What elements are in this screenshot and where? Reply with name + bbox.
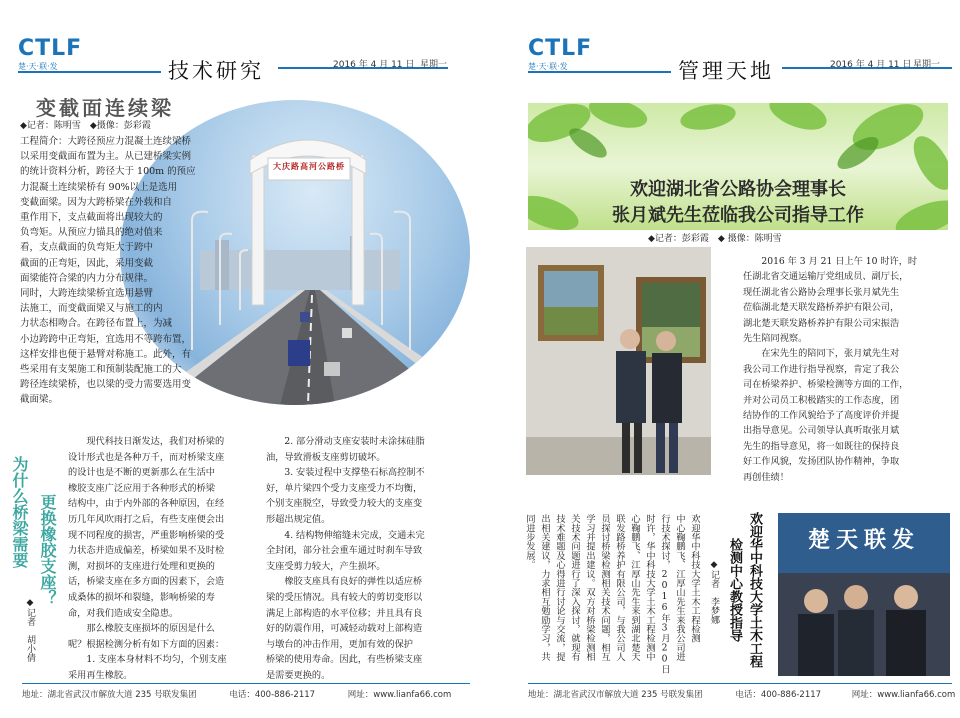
text-line: 跨径连续梁桥，也以梁的受力需要选用变: [20, 379, 192, 391]
text-line: 形超出规定值。: [266, 513, 331, 525]
text-line: 那么橡胶支座损坏的原因是什么: [68, 623, 215, 635]
text-line: 2016 年 3 月 21 日上午 10 时许，时: [743, 256, 918, 267]
logo-subtitle: 楚·天·联·发: [18, 62, 58, 71]
text-line: 的设计也是不断的更新那么在生活中: [68, 467, 215, 479]
issue-weekday: 星期一: [913, 60, 941, 70]
text-line: 再创佳绩！: [743, 471, 789, 483]
text-line: 我公司工作进行指导视察，肯定了我公: [743, 363, 900, 375]
sidebar-title-1: 欢迎华中科技大学土木工程: [747, 512, 762, 668]
text-line: 法施工，而变截面梁又与施工的内: [20, 303, 163, 315]
text-line: 以采用变截面布置为主。从已建桥梁实例: [20, 151, 192, 163]
vertical-text-column: 行技术探讨，2016年3月20日: [659, 514, 670, 674]
vertical-text-column: 同进步发展。: [524, 514, 535, 570]
header-rule-left: [528, 71, 671, 73]
text-line: 好工作风貌，发扬团队协作精神，争取: [743, 456, 900, 468]
text-line: 1. 支座本身材料不均匀，个别支座: [68, 654, 227, 666]
section-title: 技术研究: [168, 59, 264, 83]
text-line: 出指导意见。公司领导认真听取张月斌: [743, 425, 900, 437]
article-byline: ◆记者：陈明雪 ◆摄像：彭彩霞: [20, 121, 151, 131]
text-line: 结协作的工作风貌给予了高度评价并提: [743, 410, 900, 422]
footer-address: 地址：湖北省武汉市解放大道 235 号联发集团: [528, 690, 703, 700]
text-line: 桥梁的使用寿命。因此，有些桥梁支座: [266, 654, 423, 666]
logo-text: CTLF: [528, 36, 593, 61]
text-line: 话，桥梁支座在多方面的因素下，会造: [68, 576, 225, 588]
footer-phone: 电话：400-886-2117: [229, 690, 316, 700]
text-line: 截面梁。: [20, 394, 59, 406]
text-line: 与墩台的冲击作用，更加有效的保护: [266, 638, 413, 650]
text-line: 油，导致滑板支座剪切破坏。: [266, 451, 386, 463]
text-line: 满足上部构造的水平位移；并且具有良: [266, 607, 423, 619]
article-body: [20, 134, 195, 408]
footer: [22, 688, 470, 700]
footer-address: 地址：湖北省武汉市解放大道 235 号联发集团: [22, 690, 197, 700]
text-line: 的统计资料分析，跨径大于 100m 的预应: [20, 166, 196, 178]
text-line: 力混凝土连续梁桥有 90%以上是选用: [20, 181, 178, 193]
article-byline: ◆记者：彭彩霞 ◆ 摄像：陈明雪: [648, 234, 782, 244]
footer-website[interactable]: 网址：www.lianfa66.com: [347, 690, 452, 700]
text-line: 同时，大跨连续梁桥宜选用悬臂: [20, 288, 154, 300]
ctlf-logo: [18, 38, 90, 72]
vertical-article-body: [522, 514, 702, 674]
article-col-2: [266, 434, 462, 684]
vertical-text-column: 心鞠鹏飞、江厚山先生来到湖北楚天: [629, 514, 640, 662]
text-line: 先生的指导意见，将一如既往的保持良: [743, 440, 900, 452]
text-line: 好，单片梁四个受力支座受力不均衡，: [266, 482, 423, 494]
text-line: 结构中，由于内外部的各种原因，在经: [68, 498, 225, 510]
text-line: 是需要更换的。: [266, 669, 331, 681]
vertical-text-column: 技术难题及心得进行讨论与交流，提: [554, 514, 565, 662]
text-line: 橡胶支座广泛应用于各种形式的桥梁: [68, 482, 215, 494]
text-line: 湖北楚天联发路桥养护有限公司宋振浩: [743, 317, 900, 329]
sidebar-byline: ◆记者 胡小倩: [25, 598, 35, 662]
ctlf-logo: [528, 38, 600, 72]
footer: [528, 688, 956, 700]
vertical-text-column: 出相关建议，力求相互勉励学习，共: [539, 514, 550, 662]
text-line: 力状态相吻合。在跨径布置上，为减: [20, 318, 173, 330]
text-line: 好的防震作用，可减轻动载对上部构造: [266, 623, 423, 635]
text-line: 全封闭，部分社会重车通过时刹车导致: [266, 545, 423, 557]
footer-rule: [528, 683, 952, 684]
text-line: 命，对我们造成安全隐患。: [68, 607, 179, 619]
text-line: 现不同程度的损害，严重影响桥梁的受: [68, 529, 225, 541]
section-title: 管理天地: [678, 59, 774, 83]
header-rule-left: [18, 71, 161, 73]
text-line: 看，支点截面的负弯矩大于跨中: [20, 242, 154, 254]
logo-text: CTLF: [18, 36, 83, 61]
text-line: 重作用下，支点截面将出现较大的: [20, 212, 163, 224]
text-line: 现代科技日渐发达，我们对桥梁的: [68, 436, 225, 447]
footer-phone: 电话：400-886-2117: [735, 690, 822, 700]
issue-date: 2016 年 4 月 11 日: [830, 60, 912, 70]
leaf-banner: [528, 103, 948, 230]
text-line: 并对公司员工积极踏实的工作态度，团: [743, 394, 900, 406]
text-line: 在宋先生的陪同下，张月斌先生对: [743, 348, 900, 360]
text-line: 负弯矩。从预应力锚具的绝对值来: [20, 227, 163, 239]
text-line: 呢？根据检测分析有如下方面的因素：: [68, 638, 225, 650]
text-line: 成桑体的损坏和裂缝，影响桥梁的寿: [68, 591, 215, 603]
professors-photo: [778, 513, 950, 676]
sidebar-title-2: 检测中心教授指导: [727, 538, 742, 642]
text-line: 截面的正弯矩，因此，采用变截: [20, 257, 154, 269]
sidebar-byline: ◆记者 李梦娜: [709, 560, 719, 624]
vertical-text-column: 员探讨桥梁检测相关技术问题，相互: [599, 514, 610, 662]
text-line: 4. 结构物伸缩缝未完成，交通未完: [266, 529, 425, 541]
vertical-text-column: 关技术问题进行了深入探讨，就现有: [569, 514, 580, 662]
vertical-text-column: 联发路桥养护有限公司，与我公司人: [614, 514, 625, 662]
footer-rule: [22, 683, 470, 684]
text-line: 变截面梁。因为大跨桥梁在外载和自: [20, 196, 173, 208]
footer-website[interactable]: 网址：www.lianfa66.com: [851, 690, 956, 700]
text-line: 司在桥梁养护、桥梁检测等方面的工作，: [743, 379, 909, 391]
banner-title-line-2: 张月斌先生莅临我公司指导工作: [612, 205, 864, 226]
article-col-1: [68, 434, 254, 684]
text-line: 采用再生橡胶。: [68, 669, 133, 681]
vertical-text-column: 中心鞠鹏飞、江厚山先生来我公司进: [674, 514, 685, 662]
visit-photo: [526, 247, 711, 475]
vertical-text-column: 学习并提出建议。双方对桥梁检测相: [584, 514, 595, 662]
bridge-sign: 大庆路高河公路桥: [273, 162, 345, 171]
sidebar-title-2: 更换橡胶支座？: [38, 494, 57, 606]
text-line: 现任湖北省公路协会理事长张月斌先生: [743, 286, 900, 298]
text-line: 个别支座脱空，导致受力较大的支座变: [266, 498, 423, 510]
issue-date: 2016 年 4 月 11 日: [333, 60, 415, 70]
text-line: 莅临湖北楚天联发路桥养护有限公司，: [743, 302, 900, 314]
text-line: 历几年风吹雨打之后，有些支座便会出: [68, 513, 225, 525]
text-line: 面梁能符合梁的内力分布规律。: [20, 272, 154, 284]
vertical-text-column: 欢迎华中科技大学土木工程检测: [689, 514, 700, 643]
text-line: 些采用有支架施工和预制装配施工的大: [20, 364, 182, 376]
text-line: 2. 部分滑动支座安装时未涂抹硅脂: [266, 436, 425, 447]
article-body: [743, 254, 953, 485]
text-line: 先生陪同视察。: [743, 333, 808, 345]
text-line: 小边跨跨中正弯矩，宜选用不等跨布置，: [20, 333, 192, 345]
text-line: 支座受剪力较大，产生损坏。: [266, 560, 386, 572]
text-line: 设计形式也是各种万千，而对桥梁支座: [68, 451, 225, 463]
text-line: 力状态并造成偏差，桥梁如果不及时检: [68, 545, 225, 557]
text-line: 工程简介：大跨径预应力混凝土连续梁桥: [20, 136, 192, 147]
text-line: 测，对损坏的支座进行处理和更换的: [68, 560, 215, 572]
article-title: 变截面连续梁: [36, 96, 174, 120]
banner-title-line-1: 欢迎湖北省公路协会理事长: [630, 179, 846, 200]
sidebar-title-1: 为什么桥梁需要: [10, 456, 29, 568]
text-line: 梁的受压情况。具有较大的剪切变形以: [266, 591, 423, 603]
text-line: 这样安排也便于悬臂对称施工。此外，有: [20, 348, 192, 360]
vertical-text-column: 时许，华中科技大学土木工程检测中: [644, 514, 655, 662]
visit-photo-illustration: [526, 247, 711, 475]
issue-weekday: 星期一: [420, 60, 448, 70]
text-line: 3. 安装过程中支撑垫石标高控制不: [266, 467, 425, 479]
text-line: 橡胶支座具有良好的弹性以适应桥: [266, 576, 423, 588]
logo-subtitle: 楚·天·联·发: [528, 62, 568, 71]
text-line: 任湖北省交通运输厅党组成员、副厅长，: [743, 271, 909, 283]
photo-sign: 楚天联发: [807, 528, 920, 553]
